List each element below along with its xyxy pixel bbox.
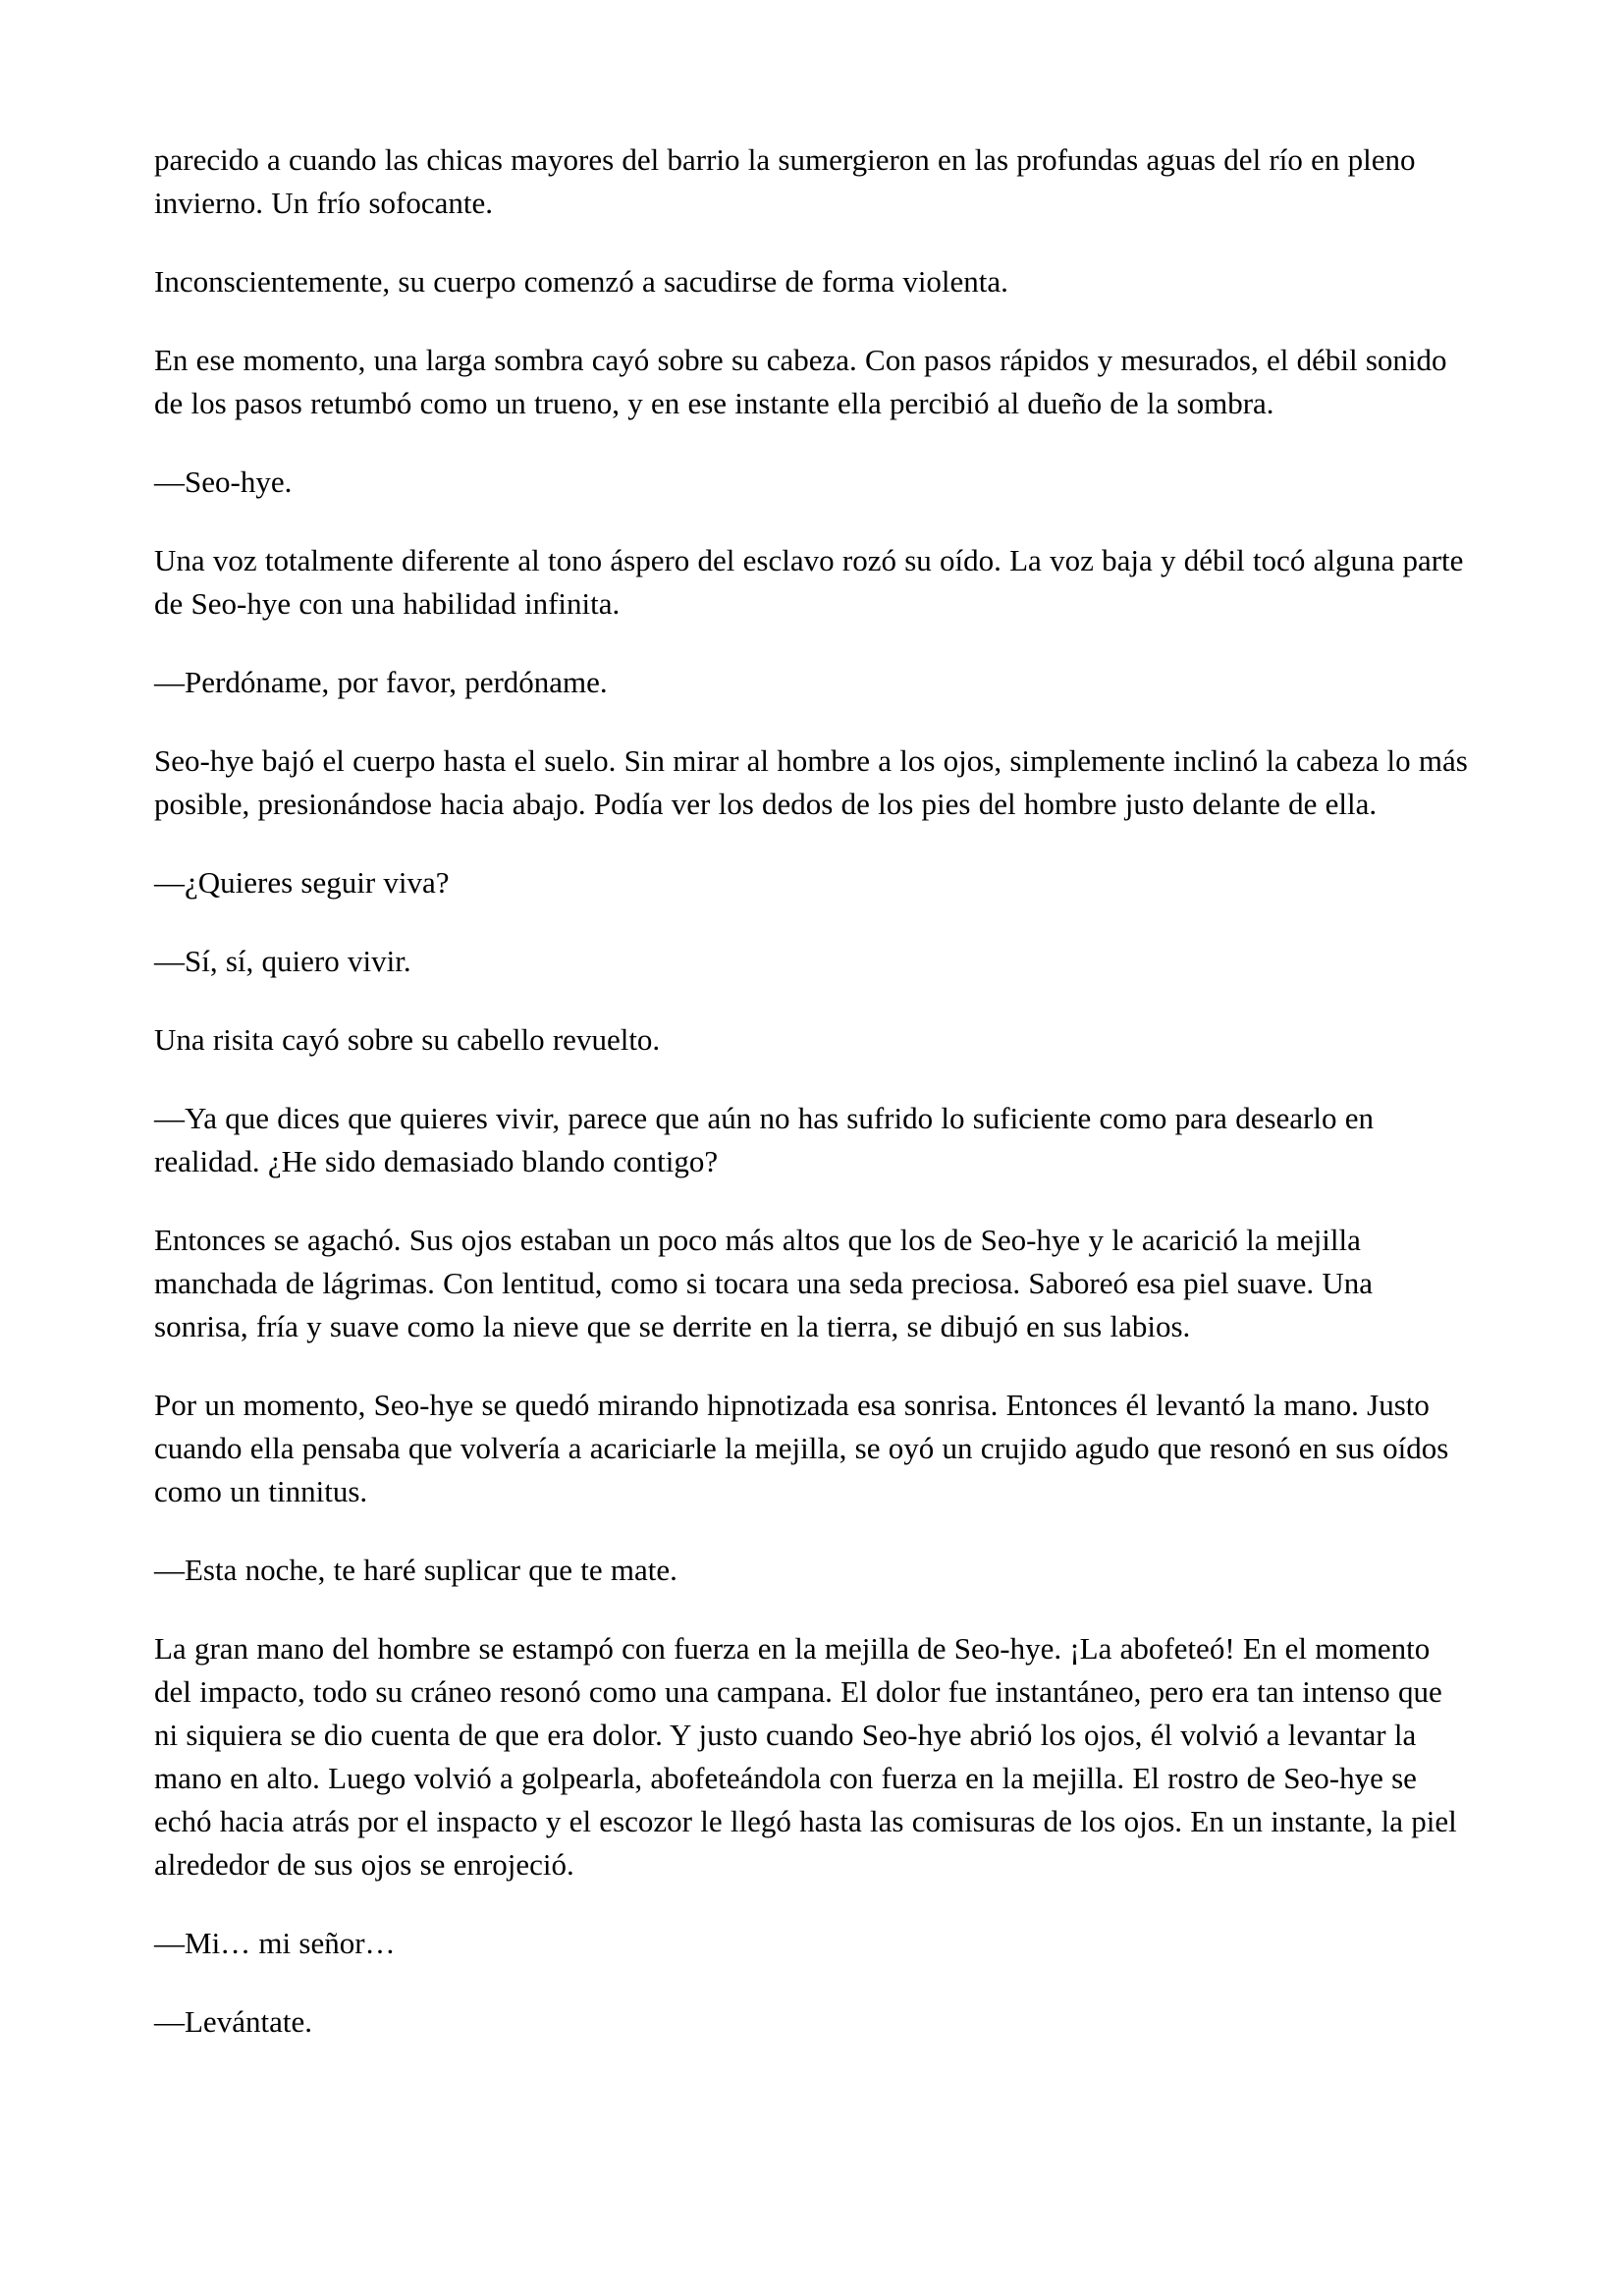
- text-block: [154, 138, 1473, 2044]
- paragraph: Por un momento, Seo-hye se quedó mirando hipnotizada esa sonrisa. Entonces él levantó la mano. Justo cuando ella pensaba que volvería a acariciarle la mejilla, se oyó un crujido agudo que resonó en sus oídos como un tinnitus.: [154, 1388, 1449, 1508]
- dialogue-paragraph: —Perdóname, por favor, perdóname.: [154, 665, 608, 699]
- dialogue-paragraph: —Sí, sí, quiero vivir.: [154, 944, 411, 978]
- paragraph: En ese momento, una larga sombra cayó sobre su cabeza. Con pasos rápidos y mesurados, el débil sonido de los pasos retumbó como un trueno, y en ese instante ella percibió al dueño de la sombra.: [154, 343, 1447, 420]
- dialogue-paragraph: —¿Quieres seguir viva?: [154, 865, 450, 900]
- paragraph: La gran mano del hombre se estampó con fuerza en la mejilla de Seo-hye. ¡La abofeteó! En el momento del impacto, todo su cráneo resonó como una campana. El dolor fue instantáneo, pero era tan intenso que ni siquiera se dio cuenta de que era dolor. Y justo cuando Seo-hye abrió los ojos, él volvió a levantar la mano en alto. Luego volvió a golpearla, abofeteándola con fuerza en la mejilla. El rostro de Seo-hye se echó hacia atrás por el inspacto y el escozor le llegó hasta las comisuras de los ojos. En un instante, la piel alrededor de sus ojos se enrojeció.: [154, 1631, 1457, 1882]
- dialogue-paragraph: —Esta noche, te haré suplicar que te mate.: [154, 1553, 677, 1587]
- paragraph: Una risita cayó sobre su cabello revuelto.: [154, 1022, 661, 1057]
- paragraph: Inconscientemente, su cuerpo comenzó a sacudirse de forma violenta.: [154, 264, 1008, 299]
- paragraph: Una voz totalmente diferente al tono áspero del esclavo rozó su oído. La voz baja y débil tocó alguna parte de Seo-hye con una habilidad infinita.: [154, 543, 1464, 621]
- paragraph: Entonces se agachó. Sus ojos estaban un poco más altos que los de Seo-hye y le acarició la mejilla manchada de lágrimas. Con lentitud, como si tocara una seda preciosa. Saboreó esa piel suave. Una sonrisa, fría y suave como la nieve que se derrite en la tierra, se dibujó en sus labios.: [154, 1223, 1374, 1343]
- dialogue-paragraph: —Mi… mi señor…: [154, 1926, 396, 1960]
- dialogue-paragraph: —Levántate.: [154, 2004, 312, 2039]
- dialogue-paragraph: —Seo-hye.: [154, 465, 293, 499]
- paragraph: parecido a cuando las chicas mayores del barrio la sumergieron en las profundas aguas del río en pleno invierno. Un frío sofocante.: [154, 142, 1416, 220]
- paragraph: Seo-hye bajó el cuerpo hasta el suelo. Sin mirar al hombre a los ojos, simplemente inclinó la cabeza lo más posible, presionándose hacia abajo. Podía ver los dedos de los pies del hombre justo delante de ella.: [154, 743, 1468, 821]
- dialogue-paragraph: —Ya que dices que quieres vivir, parece que aún no has sufrido lo suficiente como para desearlo en realidad. ¿He sido demasiado blando contigo?: [154, 1101, 1374, 1178]
